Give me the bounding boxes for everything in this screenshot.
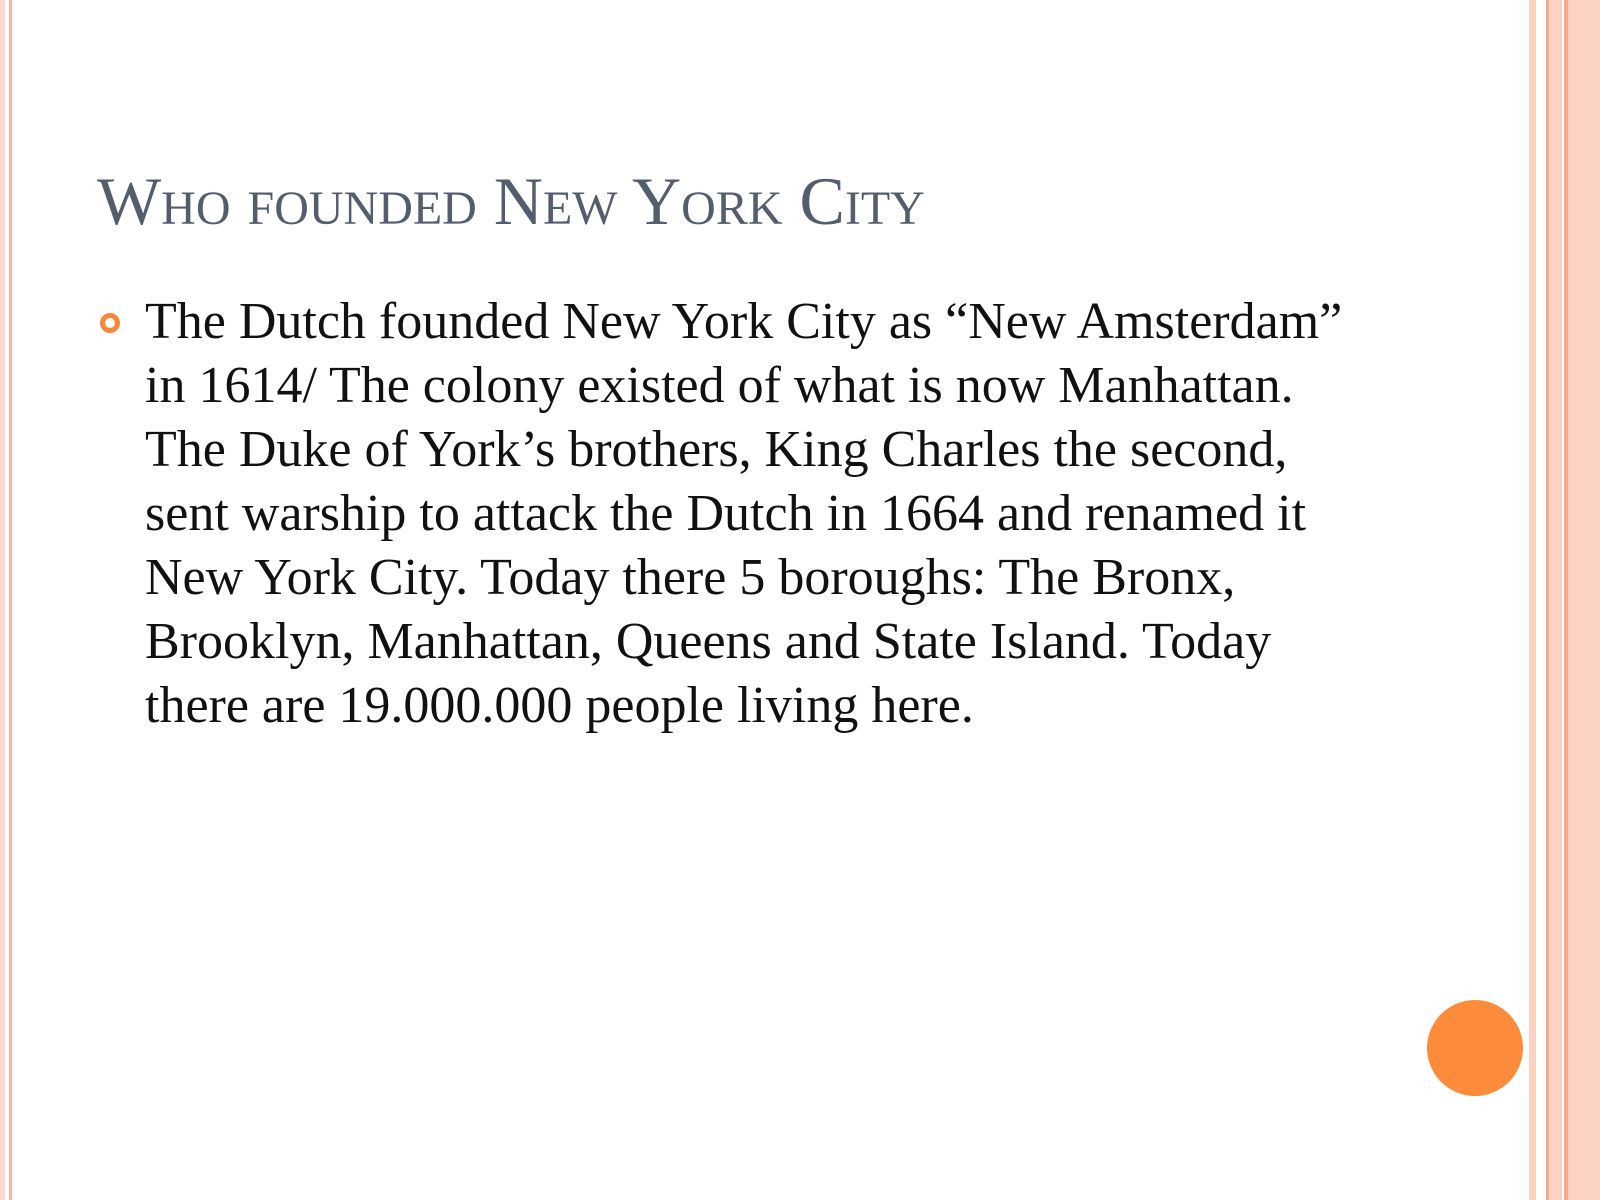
bullet-text: The Dutch founded New York City as “New Amsterdam” in 1614/ The colony existed of what is now Manhattan. The Duke of York’s brothers, King Charles the second, sent warship to attack the Dutch in 1664 and renamed it New York City. Today there 5 boroughs: The Bronx, Brooklyn, Manhattan, Queens and State Island. Today there are 19.000.000 people living here. — [145, 293, 1343, 734]
right-border-stripe-1 — [1529, 0, 1536, 1200]
hollow-circle-bullet-icon — [100, 313, 120, 333]
bullet-item — [97, 290, 1357, 738]
slide-title: Who founded New York City — [97, 163, 925, 239]
left-border-stripe-outer — [0, 0, 5, 1200]
orange-circle-decoration-icon — [1427, 1000, 1523, 1096]
right-border-stripe-3 — [1549, 0, 1562, 1200]
left-border-stripe-inner — [9, 0, 12, 1200]
right-border-stripe-5 — [1568, 0, 1600, 1200]
bullet-list — [97, 290, 1357, 738]
